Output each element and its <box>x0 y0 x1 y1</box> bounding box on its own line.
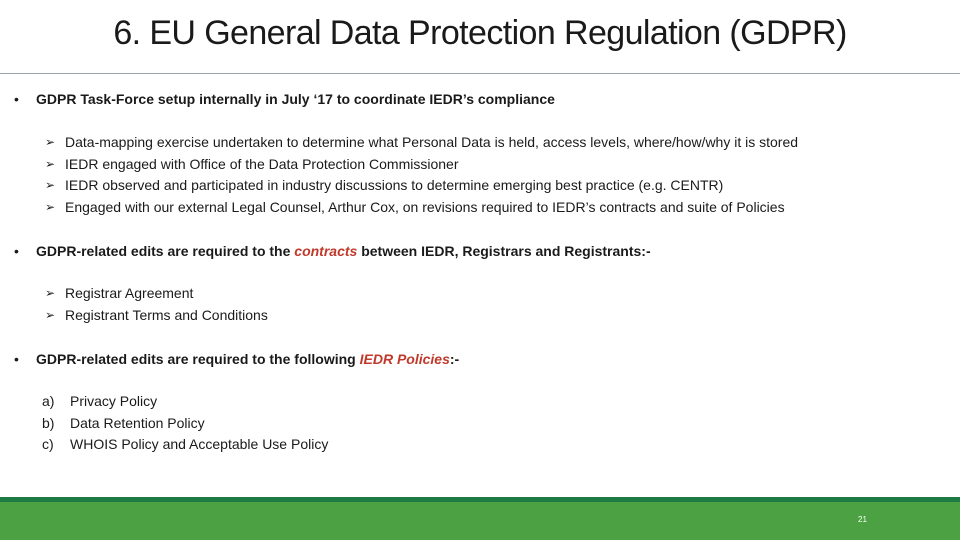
arrow-icon: ➢ <box>45 178 56 192</box>
arrow-icon: ➢ <box>45 135 56 149</box>
arrow-icon: ➢ <box>45 199 56 214</box>
list-item: b) Data Retention Policy <box>42 413 328 435</box>
slide-title: 6. EU General Data Protection Regulation (GDPR) <box>113 14 847 52</box>
bullet-dot: • <box>14 243 19 259</box>
arrow-icon: ➢ <box>45 286 56 300</box>
contracts-list <box>45 283 268 326</box>
list-marker: a) <box>42 393 55 409</box>
highlight-contracts: contracts <box>294 243 358 259</box>
list-marker: c) <box>42 436 54 452</box>
page-number: 21 <box>858 515 867 524</box>
bullet-contracts: • GDPR-related edits are required to the contracts between IEDR, Registrars and Registrants:- <box>14 243 651 259</box>
arrow-icon: ➢ <box>45 156 56 171</box>
list-marker: b) <box>42 414 55 431</box>
footer-bar <box>0 502 960 540</box>
arrow-icon: ➢ <box>45 307 56 322</box>
bullet-dot: • <box>14 351 19 367</box>
list-item: ➢ Engaged with our external Legal Counsel, Arthur Cox, on revisions required to IEDR’s contracts and suite of Policies <box>45 197 798 219</box>
policies-list <box>42 391 328 456</box>
list-item: ➢ IEDR engaged with Office of the Data Protection Commissioner <box>45 154 798 176</box>
title-divider <box>0 73 960 74</box>
list-item: ➢ Registrar Agreement <box>45 283 268 305</box>
list-item: ➢ Registrant Terms and Conditions <box>45 305 268 327</box>
bullet-task-force <box>14 91 555 107</box>
bullet-dot: • <box>14 91 19 107</box>
list-item: c) WHOIS Policy and Acceptable Use Policy <box>42 434 328 456</box>
list-item: a) Privacy Policy <box>42 391 328 413</box>
bullet-policies: • GDPR-related edits are required to the following IEDR Policies:- <box>14 351 460 367</box>
task-force-list <box>45 132 798 218</box>
bullet-text: GDPR Task-Force setup internally in July ‘17 to coordinate IEDR’s compliance <box>36 91 555 107</box>
list-item: ➢ Data-mapping exercise undertaken to determine what Personal Data is held, access levels, where/how/why it is stored <box>45 132 798 154</box>
list-item: ➢ IEDR observed and participated in industry discussions to determine emerging best practice (e.g. CENTR) <box>45 175 798 197</box>
highlight-iedr-policies: IEDR Policies <box>359 351 450 367</box>
